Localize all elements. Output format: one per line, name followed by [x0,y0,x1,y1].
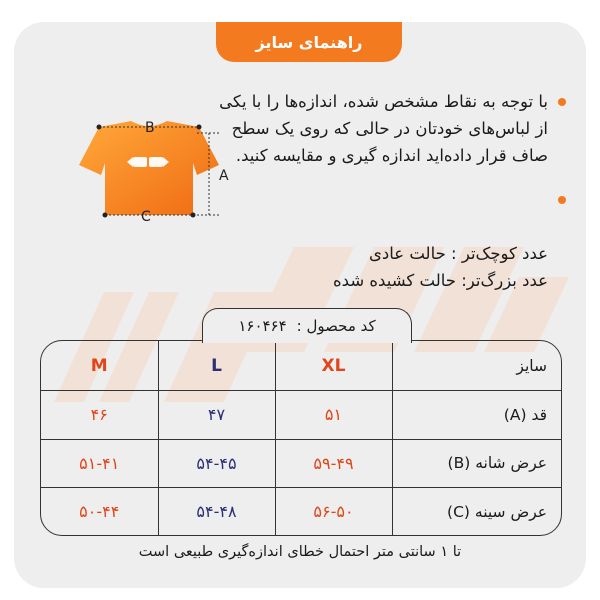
instructions [216,88,566,294]
cell-l: ۵۴-۴۸ [158,488,275,535]
bullet-dot-icon [558,196,566,204]
instruction-item [216,186,566,294]
cell-m: ۵۰-۴۴ [41,488,158,535]
bullet-dot-icon [558,98,566,106]
page-title: راهنمای سایز [216,22,402,62]
label-b: B [145,120,155,136]
table-row [41,488,561,535]
table-header-row [41,341,561,391]
row-label: قد (A) [392,391,561,440]
size-header-xl: XL [275,341,392,391]
instruction-text: با توجه به نقاط مشخص شده، اندازه‌ها را با یکی از لباس‌های خودتان در حالی که روی یک سطح صاف قرار داده‌اید اندازه گیری و مقایسه کنید. [219,92,548,165]
cell-m: ۵۱-۴۱ [41,439,158,488]
cell-l: ۵۴-۴۵ [158,439,275,488]
label-a: A [219,168,229,184]
cell-xl: ۵۹-۴۹ [275,439,392,488]
product-code-label: کد محصول : [296,317,376,335]
product-code-value: ۱۶۰۴۶۴ [238,317,287,335]
table-row [41,439,561,488]
product-code-tab [202,308,412,343]
row-label: عرض سینه (C) [392,488,561,535]
size-header-m: M [41,341,158,391]
cell-xl: ۵۶-۵۰ [275,488,392,535]
label-c: C [141,209,151,225]
footnote: تا ۱ سانتی متر احتمال خطای اندازه‌گیری طبیعی است [138,544,462,560]
size-guide-card [14,22,586,588]
instruction-item [216,88,566,169]
cell-xl: ۵۱ [275,391,392,440]
size-table [40,340,562,536]
instruction-text: عدد کوچک‌تر : حالت عادی عدد بزرگ‌تر: حالت کشیده شده [333,244,548,290]
cell-l: ۴۷ [158,391,275,440]
cell-m: ۴۶ [41,391,158,440]
size-header-label: سایز [392,341,561,391]
table-row [41,391,561,440]
size-header-l: L [158,341,275,391]
row-label: عرض شانه (B) [392,439,561,488]
